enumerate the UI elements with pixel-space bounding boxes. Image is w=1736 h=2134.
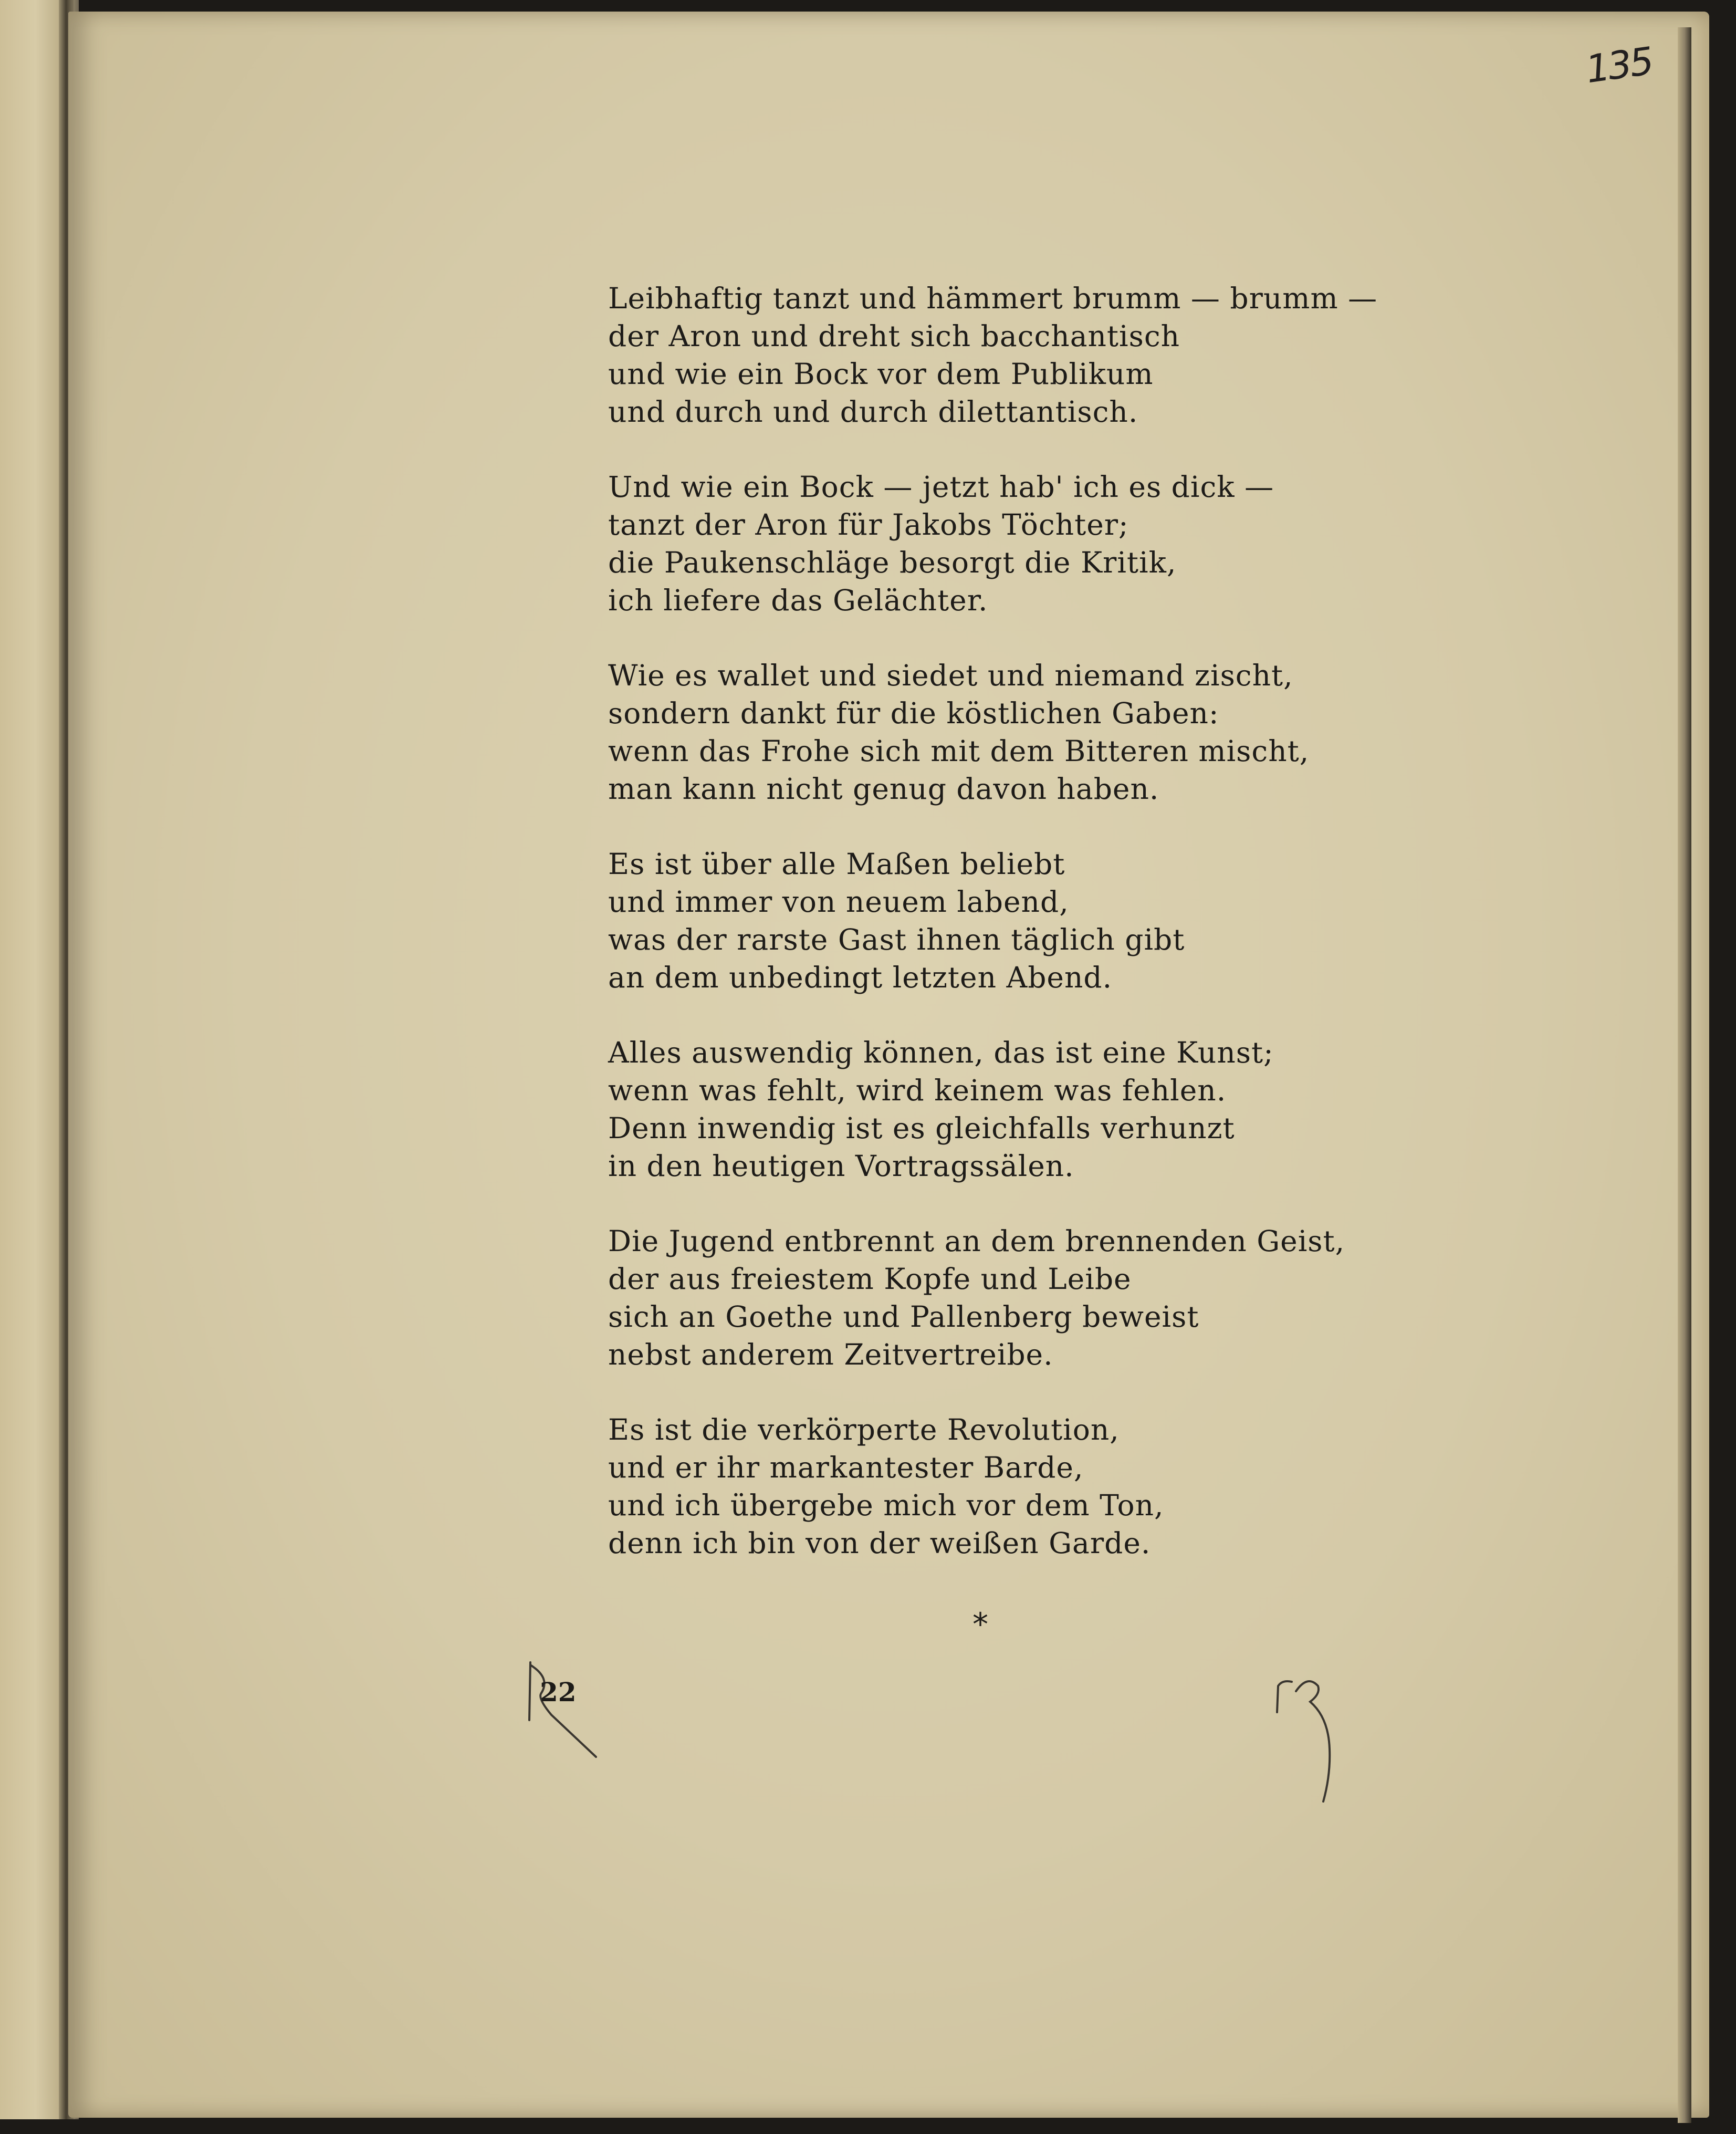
poem-line: die Paukenschläge besorgt die Kritik, <box>608 546 1177 579</box>
poem-line: nebst anderem Zeitvertreibe. <box>608 1338 1053 1371</box>
poem-line: denn ich bin von der weißen Garde. <box>608 1526 1151 1560</box>
stanza-3 <box>608 657 1427 808</box>
poem-line: Die Jugend entbrennt an dem brennenden Geist, <box>608 1224 1345 1258</box>
stanza-4 <box>608 845 1427 996</box>
poem-line: und ich übergebe mich vor dem Ton, <box>608 1488 1164 1522</box>
poem-line: sondern dankt für die köstlichen Gaben: <box>608 696 1219 730</box>
poem-line: wenn was fehlt, wird keinem was fehlen. <box>608 1074 1227 1107</box>
poem-line: sich an Goethe und Pallenberg beweist <box>608 1300 1199 1334</box>
poem-line: was der rarste Gast ihnen täglich gibt <box>608 923 1185 956</box>
page-edge-shadow <box>1678 27 1691 2123</box>
poem-line: der aus freiestem Kopfe und Leibe <box>608 1262 1132 1296</box>
poem-line: und durch und durch dilettantisch. <box>608 395 1138 429</box>
poem-line: Leibhaftig tanzt und hämmert brumm — brumm — <box>608 282 1378 315</box>
stanza-6 <box>608 1222 1427 1373</box>
poem-line: tanzt der Aron für Jakobs Töchter; <box>608 508 1129 542</box>
poem-line: in den heutigen Vortragssälen. <box>608 1149 1074 1183</box>
poem-line: ich liefere das Gelächter. <box>608 584 988 617</box>
end-asterisk: * <box>972 1606 988 1643</box>
poem-line: man kann nicht genug davon haben. <box>608 772 1159 806</box>
stanza-2 <box>608 468 1427 619</box>
stanza-1 <box>608 279 1427 431</box>
poem-line: und immer von neuem labend, <box>608 885 1069 919</box>
poem-line: der Aron und dreht sich bacchantisch <box>608 319 1180 353</box>
poem-line: Alles auswendig können, das ist eine Kunst; <box>608 1036 1274 1069</box>
stanza-5 <box>608 1034 1427 1185</box>
poem-line: Und wie ein Bock — jetzt hab' ich es dick — <box>608 470 1274 504</box>
poem-line: und er ihr markantester Barde, <box>608 1451 1084 1484</box>
stanza-7 <box>608 1411 1427 1562</box>
poem-line: Wie es wallet und siedet und niemand zischt, <box>608 659 1293 692</box>
poem-line: Es ist die verkörperte Revolution, <box>608 1413 1120 1446</box>
page-number: 22 <box>540 1677 577 1708</box>
poem-line: wenn das Frohe sich mit dem Bitteren mischt, <box>608 734 1310 768</box>
pencil-check-mark <box>520 1657 604 1762</box>
pencil-initials-mark <box>1271 1670 1350 1807</box>
poem-line: Denn inwendig ist es gleichfalls verhunzt <box>608 1111 1235 1145</box>
handwritten-folio-number: 135 <box>1583 38 1655 92</box>
poem <box>608 279 1427 1599</box>
poem-line: an dem unbedingt letzten Abend. <box>608 961 1113 994</box>
poem-line: und wie ein Bock vor dem Publikum <box>608 357 1154 391</box>
poem-line: Es ist über alle Maßen beliebt <box>608 847 1065 881</box>
